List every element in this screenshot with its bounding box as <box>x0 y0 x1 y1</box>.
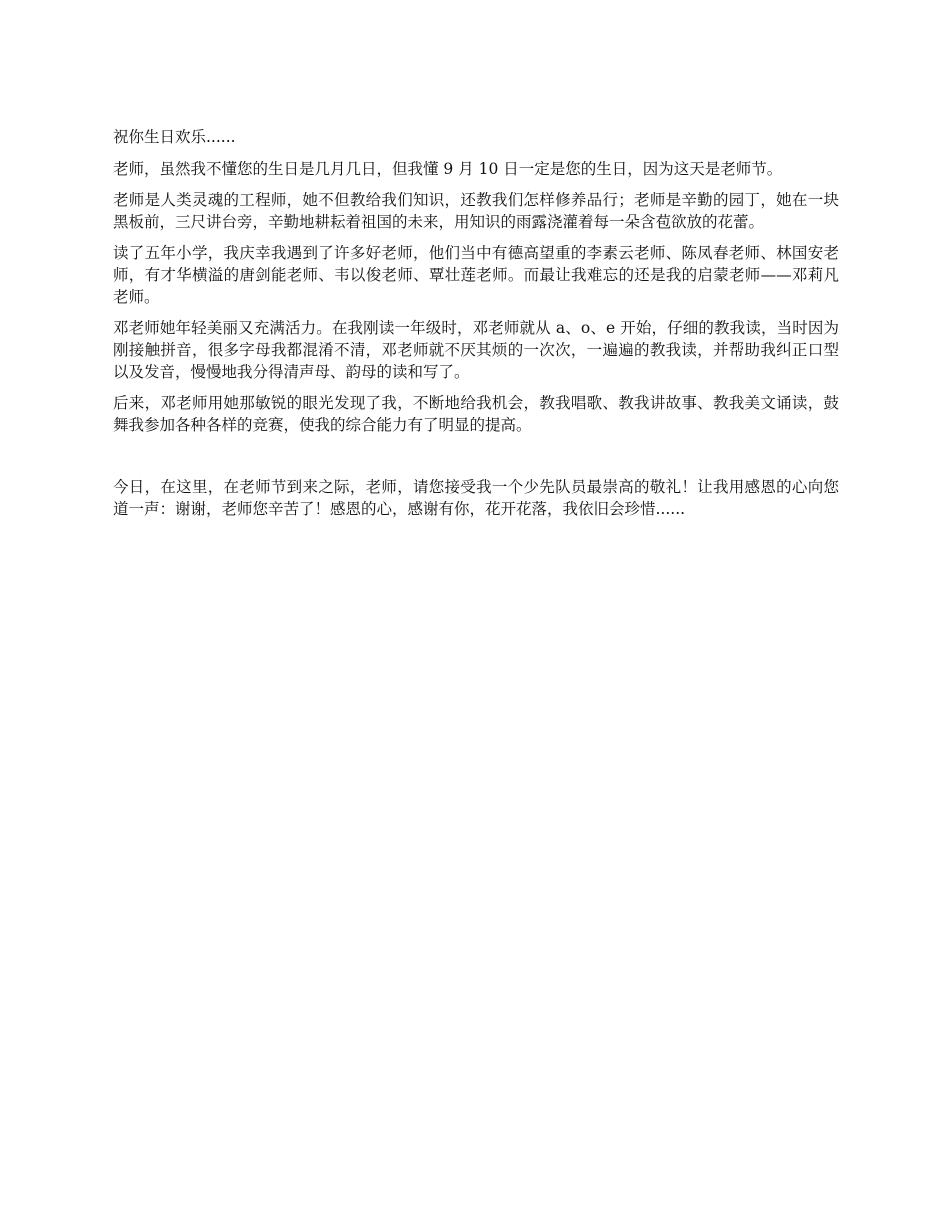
paragraph-teachers-day: 老师，虽然我不懂您的生日是几月几日，但我懂 9 月 10 日一定是您的生日，因为这天是老师节。 <box>113 160 783 178</box>
paragraph-teacher-role: 老师是人类灵魂的工程师，她不但教给我们知识，还教我们怎样修养品行；老师是辛勤的园丁，她在一块黑板前，三尺讲台旁，辛勤地耕耘着祖国的未来，用知识的雨露浇灌着每一朵含苞欲放的花蕾。 <box>113 191 839 231</box>
paragraph-opportunities: 后来，邓老师用她那敏锐的眼光发现了我，不断地给我机会，教我唱歌、教我讲故事、教我美文诵读，鼓舞我参加各种各样的竞赛，使我的综合能力有了明显的提高。 <box>113 394 839 434</box>
paragraph-first-grade: 邓老师她年轻美丽又充满活力。在我刚读一年级时，邓老师就从 a、o、e 开始，仔细的教我读，当时因为刚接触拼音，很多字母我都混淆不清，邓老师就不厌其烦的一次次，一遍遍的教我读，并帮助我纠正口型以及发音，慢慢地我分得清声母、韵母的读和写了。 <box>113 319 839 381</box>
paragraph-gratitude: 今日，在这里，在老师节到来之际，老师，请您接受我一个少先队员最崇高的敬礼！让我用感恩的心向您道一声：谢谢，老师您辛苦了！感恩的心，感谢有你，花开花落，我依旧会珍惜...... <box>113 478 839 518</box>
paragraph-gap <box>113 445 839 476</box>
paragraph-good-teachers: 读了五年小学，我庆幸我遇到了许多好老师，他们当中有德高望重的李素云老师、陈凤春老师、林国安老师，有才华横溢的唐剑能老师、韦以俊老师、覃壮莲老师。而最让我难忘的还是我的启蒙老师——邓莉凡老师。 <box>113 244 839 306</box>
document-body <box>113 126 839 529</box>
greeting-line: 祝你生日欢乐...... <box>113 128 236 146</box>
